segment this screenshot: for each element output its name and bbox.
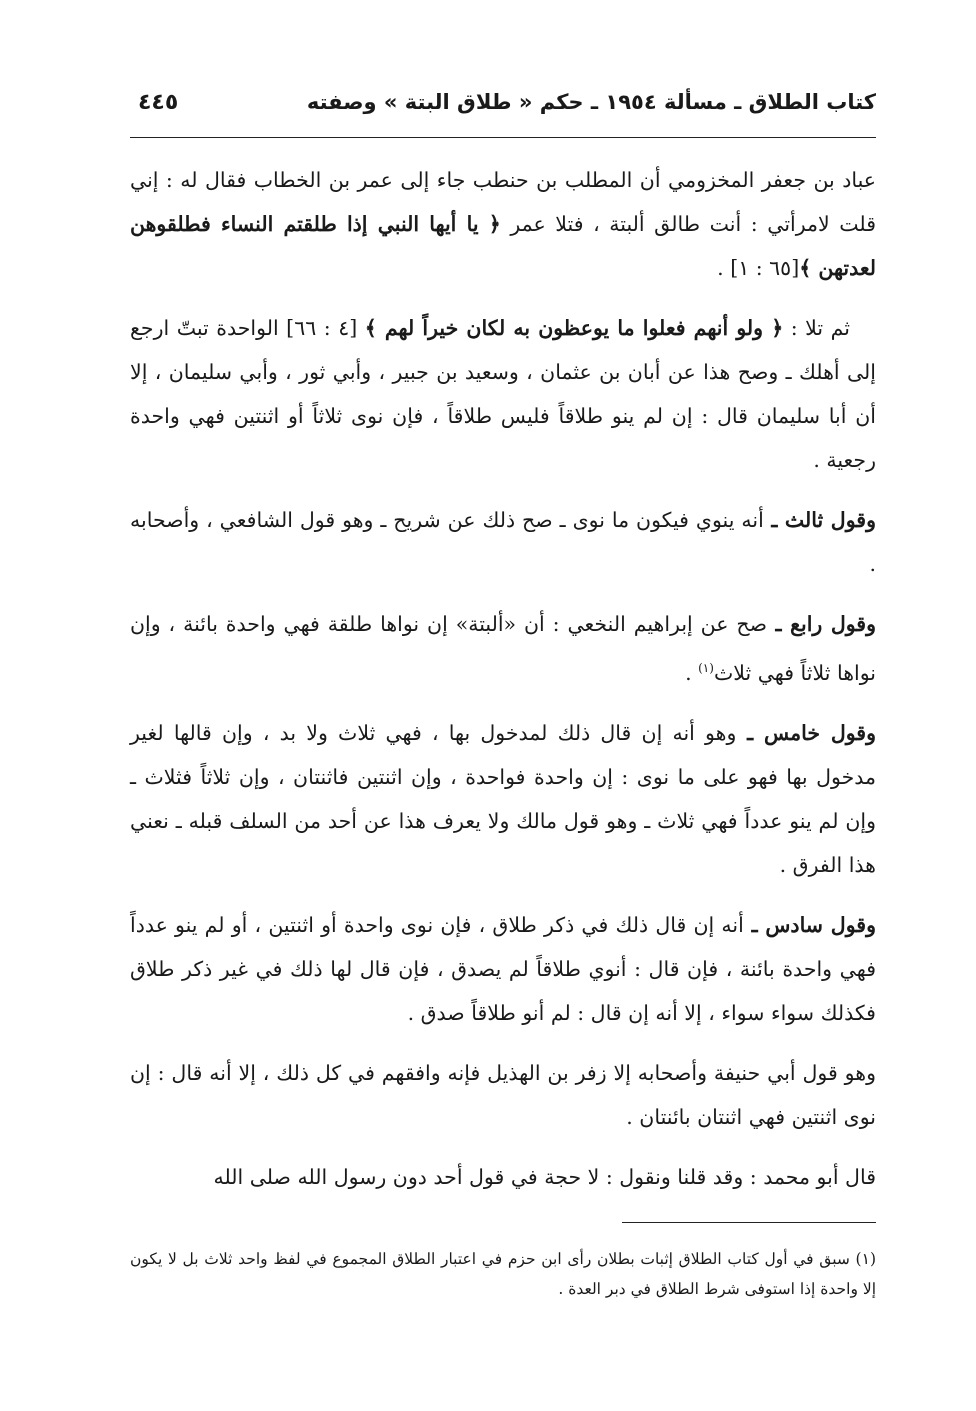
- body-text: [130, 158, 876, 1215]
- text-segment: [٦٥ : ١] .: [717, 256, 800, 280]
- page-header: [130, 84, 876, 124]
- text-segment: [٤ : ٦٦] الواحدة تبتّ ارجع إلى أهلك ـ وصح هذا عن أبان بن عثمان ، وسعيد بن جبير ، وأبي ثور ، وأبي سليمان ، إلا أن أبا سليمان قال : إن لم ينو طلاقاً فليس طلاقاً ، فإن نوى ثلاثاً أو اثنتين فهي واحدة رجعية .: [130, 316, 876, 472]
- footnote: [130, 1244, 876, 1304]
- paragraph-2: [130, 306, 876, 482]
- section-lead: وقول سادس ـ: [743, 912, 876, 937]
- paragraph-7: [130, 1051, 876, 1139]
- paragraph-5: [130, 711, 876, 887]
- section-lead: وقول خامس ـ: [736, 720, 877, 745]
- text-segment: أنه إن قال ذلك في ذكر طلاق ، فإن نوى واحدة أو اثنتين ، أو لم ينو عدداً فهي واحدة بائنة ، فإن قال : أنوي طلاقاً لم يصدق ، فإن قال لها ذلك في غير ذكر طلاق فكذلك سواء سواء ، إلا أنه إن قال : لم أنو طلاقاً صدق .: [130, 912, 876, 1025]
- quran-quote: ﴿ يا أيها النبي إذا طلقتم النساء فطلقوهن لعدتهن ﴾: [130, 212, 876, 280]
- paragraph-3: [130, 498, 876, 586]
- footnote-text: (١) سبق في أول كتاب الطلاق إثبات بطلان رأى ابن حزم في اعتبار الطلاق المجموع في لفظ واحد ثلاث بل لا يكون إلا واحدة إذا استوفى شرط الطلاق في دبر العدة .: [130, 1250, 876, 1298]
- footnote-marker: (١): [698, 661, 714, 675]
- section-lead: وقول ثالث ـ: [763, 508, 876, 532]
- paragraph-6: [130, 903, 876, 1035]
- header-rule: [130, 137, 876, 138]
- text-segment: أنه ينوي فيكون ما نوى ـ صح ذلك عن شريح ـ وهو قول الشافعي ، وأصحابه .: [130, 508, 876, 576]
- paragraph-4: [130, 602, 876, 695]
- paragraph-8: [130, 1155, 876, 1199]
- text-segment: قال أبو محمد : وقد قلنا ونقول : لا حجة في قول أحد دون رسول الله صلى الله: [213, 1164, 876, 1189]
- text-segment: وهو قول أبي حنيفة وأصحابه إلا زفر بن الهذيل فإنه وافقهم في كل ذلك ، إلا أنه قال : إن نوى اثنتين فهي اثنتان بائنتان .: [130, 1060, 876, 1129]
- text-segment: عباد بن جعفر المخزومي أن المطلب بن حنطب جاء إلى عمر بن الخطاب فقال له : إني قلت لامرأتي : أنت طالق ألبتة ، فتلا عمر: [130, 168, 876, 236]
- text-segment: صح عن إبراهيم النخعي : أن «ألبتة» إن نواها طلقة فهي واحدة بائنة ، وإن نواها ثلاثاً فهي ثلاث: [130, 612, 876, 685]
- running-title: كتاب الطلاق ـ مسألة ١٩٥٤ ـ حكم « طلاق البتة » وصفته: [306, 90, 876, 114]
- text-segment: .: [685, 660, 699, 685]
- footnote-rule: [622, 1222, 876, 1223]
- text-segment: ثم تلا :: [783, 316, 850, 340]
- paragraph-1: [130, 158, 876, 290]
- quran-quote: ﴿ ولو أنهم فعلوا ما يوعظون به لكان خيراً لهم ﴾: [364, 316, 784, 340]
- page-number: ٤٤٥: [138, 90, 179, 115]
- text-segment: وهو أنه إن قال ذلك لمدخول بها ، فهي ثلاث ولا بد ، وإن قالها لغير مدخول بها فهو على ما نوى : إن واحدة فواحدة ، وإن اثنتين فاثنتان ، وإن ثلاثاً فثلاث ـ وإن لم ينو عدداً فهي ثلاث ـ وهو قول مالك ولا يعرف هذا عن أحد من السلف قبله ـ نعني هذا الفرق .: [130, 720, 876, 877]
- section-lead: وقول رابع ـ: [767, 612, 877, 636]
